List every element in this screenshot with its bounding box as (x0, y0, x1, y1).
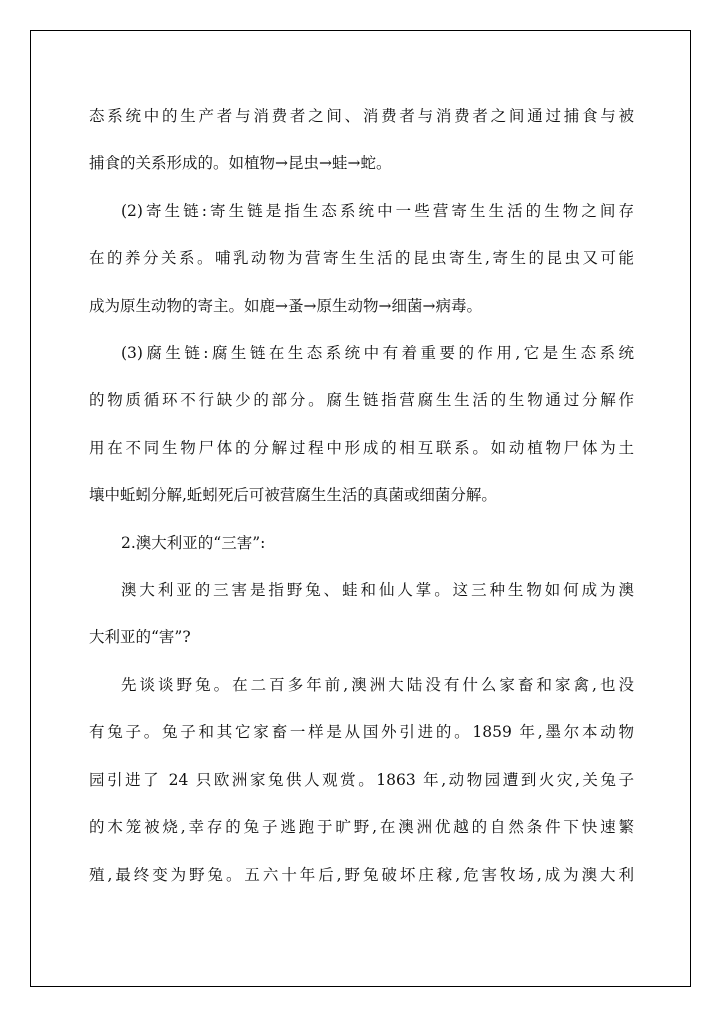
text-line: 先谈谈野兔。在二百多年前,澳洲大陆没有什么家畜和家禽,也没 (121, 675, 634, 694)
document-body (89, 93, 634, 899)
text-line: 态系统中的生产者与消费者之间、消费者与消费者之间通过捕食与被 (89, 107, 634, 125)
text-line: 园引进了 24 只欧洲家兔供人观赏。1863 年,动物园遭到火灾,关兔子 (89, 770, 634, 789)
text-line: 在的养分关系。哺乳动物为营寄生生活的昆虫寄生,寄生的昆虫又可能 (89, 249, 634, 268)
text-line: 捕食的关系形成的。如植物→昆虫→蛙→蛇。 (89, 154, 392, 173)
text-line: 大利亚的“害”? (89, 628, 191, 647)
text-line: 用在不同生物尸体的分解过程中形成的相互联系。如动植物尸体为土 (89, 438, 634, 457)
text-line: (3)腐生链:腐生链在生态系统中有着重要的作用,它是生态系统 (121, 344, 634, 363)
text-line: 有兔子。兔子和其它家畜一样是从国外引进的。1859 年,墨尔本动物 (89, 723, 634, 742)
text-line: 成为原生动物的寄主。如鹿→蚤→原生动物→细菌→病毒。 (89, 296, 482, 315)
text-line: (2)寄生链:寄生链是指生态系统中一些营寄生生活的生物之间存 (121, 201, 634, 220)
text-line: 的木笼被烧,幸存的兔子逃跑于旷野,在澳洲优越的自然条件下快速繁 (89, 818, 634, 837)
text-line: 壤中蚯蚓分解,蚯蚓死后可被营腐生生活的真菌或细菌分解。 (89, 486, 497, 505)
text-line: 澳大利亚的三害是指野兔、蛙和仙人掌。这三种生物如何成为澳 (121, 581, 634, 600)
text-line: 殖,最终变为野兔。五六十年后,野兔破坏庄稼,危害牧场,成为澳大利 (89, 865, 634, 884)
section-heading: 2.澳大利亚的“三害”: (121, 533, 266, 552)
text-line: 的物质循环不行缺少的部分。腐生链指营腐生生活的生物通过分解作 (89, 391, 634, 410)
